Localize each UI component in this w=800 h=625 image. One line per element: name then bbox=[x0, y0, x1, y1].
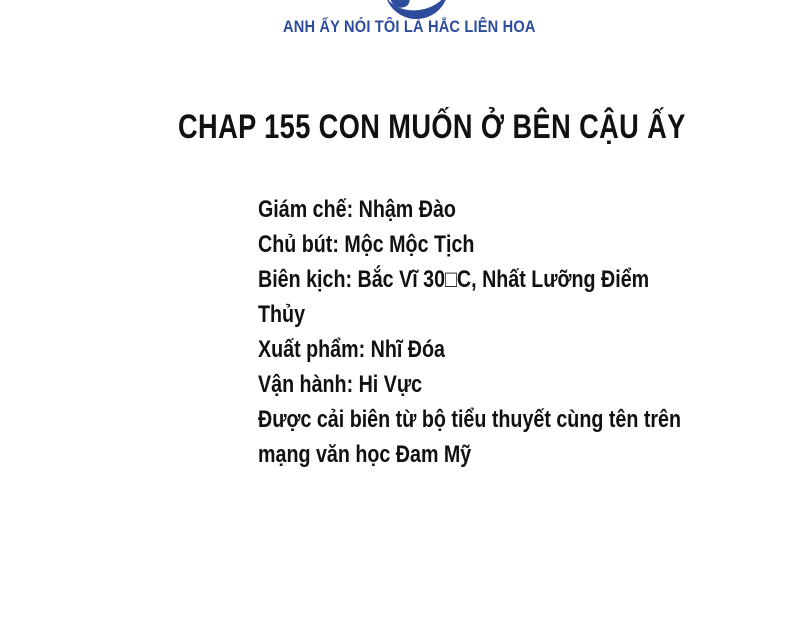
credit-line-adaptation-cont: mạng văn học Đam Mỹ bbox=[258, 441, 472, 468]
credit-line-screenwriter: Biên kịch: Bắc Vĩ 30□C, Nhất Lưỡng Điểm bbox=[258, 266, 650, 293]
credit-line-producer: Xuất phẩm: Nhĩ Đóa bbox=[258, 336, 445, 363]
credits-list bbox=[258, 192, 688, 472]
credit-line-screenwriter-cont: Thủy bbox=[258, 301, 306, 328]
chapter-title: CHAP 155 CON MUỐN Ở BÊN CẬU ẤY bbox=[178, 108, 686, 146]
credit-line-adaptation: Được cải biên từ bộ tiểu thuyết cùng tên trên bbox=[258, 406, 682, 433]
credit-line-operator: Vận hành: Hi Vực bbox=[258, 371, 423, 398]
credit-line-supervisor: Giám chế: Nhậm Đào bbox=[258, 196, 456, 223]
series-subtitle: ANH ẤY NÓI TÔI LÀ HẮC LIÊN HOA bbox=[283, 17, 536, 36]
credit-line-chief-writer: Chủ bút: Mộc Mộc Tịch bbox=[258, 231, 475, 258]
